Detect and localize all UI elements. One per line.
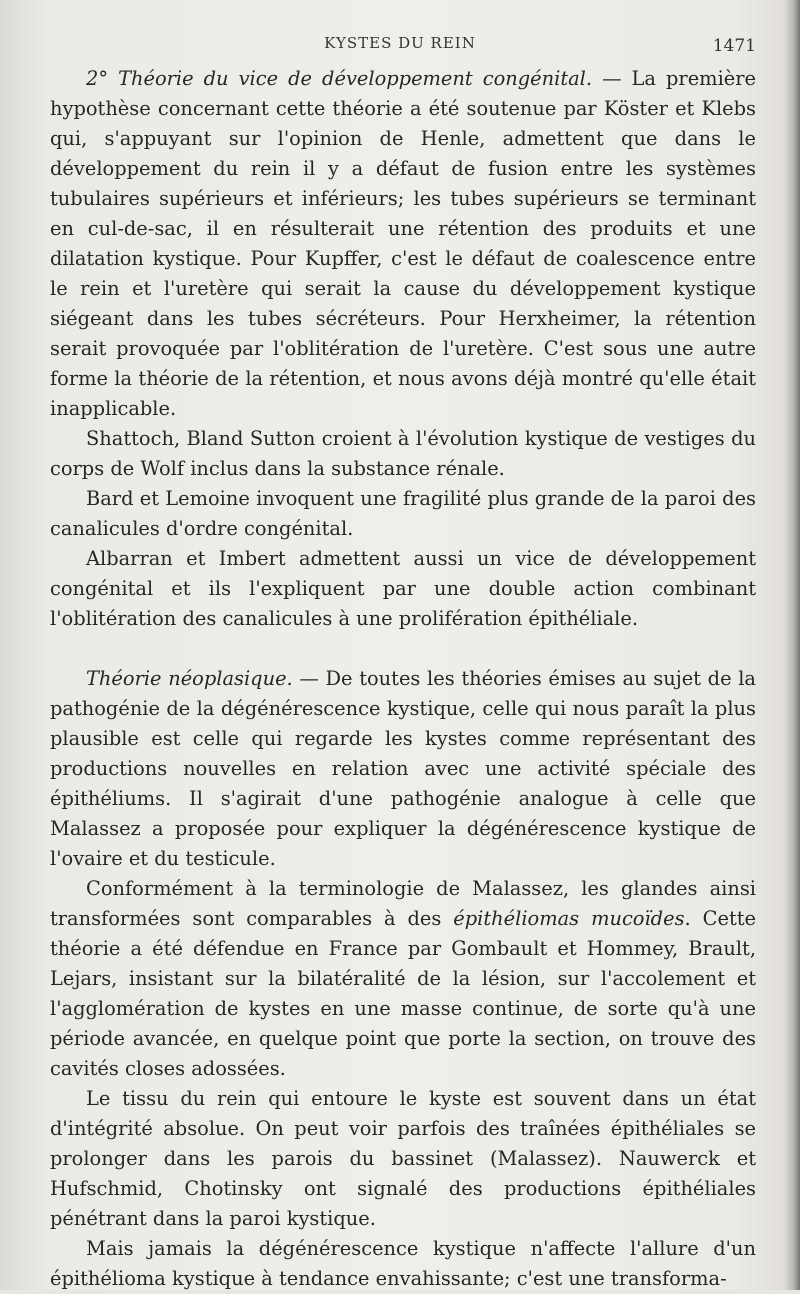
paragraph-malassez-terminology — [50, 874, 756, 1084]
paragraph-kidney-tissue: Le tissu du rein qui entoure le kyste est souvent dans un état d'intégrité absolue. On peut voir parfois des traînées épithéliales se prolonger dans les parois du bassinet (Malassez). Nauwerck et Hufschmid, Chotinsky ont signalé des productions épithéliales pénétrant dans la paroi kystique. — [50, 1087, 756, 1230]
section-heading-congenital: 2° Théorie du vice de développement congénital. — [86, 67, 593, 90]
paragraph-text: Conformément à la terminologie de Malassez, les glandes ainsi transformées sont comparables à des — [50, 877, 756, 930]
paragraph-text: — De toutes les théories émises au sujet de la pathogénie de la dégénérescence kystique, celle qui nous paraît la plus plausible est celle qui regarde les kystes comme représentant des productions nouvelles en relation avec une activité spéciale des épithéliums. Il s'agirait d'une pathogénie analogue à celle que Malassez a proposée pour expliquer la dégénérescence kystique de l'ovaire et du testicule. — [50, 667, 756, 870]
italic-term: épithéliomas mucoïdes — [453, 907, 685, 930]
running-head: KYSTES DU REIN — [324, 34, 476, 52]
paragraph-albarran-imbert: Albarran et Imbert admettent aussi un vice de développement congénital et ils l'expliquent par une double action combinant l'oblitération des canalicules à une prolifération épithéliale. — [50, 547, 756, 630]
body-text — [50, 64, 756, 1294]
page-gutter-shadow — [784, 0, 800, 1290]
paragraph-text: . Cette théorie a été défendue en France par Gombault et Hommey, Brault, Lejars, insistant sur la bilatéralité de la lésion, sur l'accolement et l'agglomération de kystes en une masse continue, de sorte qu'à une période avancée, en quelque point que porte la section, on trouve des cavités closes adossées. — [50, 907, 757, 1080]
paragraph-bard-lemoine: Bard et Lemoine invoquent une fragilité plus grande de la paroi des canalicules d'ordre congénital. — [50, 487, 756, 540]
page-number: 1471 — [712, 36, 756, 56]
paragraph-neoplastic-theory — [50, 664, 756, 874]
section-heading-neoplastic: Théorie néoplasique. — [86, 667, 293, 690]
paragraph-never-epithelioma: Mais jamais la dégénérescence kystique n'affecte l'allure d'un épithélioma kystique à tendance envahissante; c'est une transforma- — [50, 1237, 756, 1290]
paragraph-text: — La première hypothèse concernant cette théorie a été soutenue par Köster et Klebs qui, s'appuyant sur l'opinion de Henle, admettent que dans le développement du rein il y a défaut de fusion entre les systèmes tubulaires supérieurs et inférieurs; les tubes supérieurs se terminant en cul-de-sac, il en résulterait une rétention des produits et une dilatation kystique. Pour Kupffer, c'est le défaut de coalescence entre le rein et l'uretère qui serait la cause du développement kystique siégeant dans les tubes sécréteurs. Pour Herxheimer, la rétention serait provoquée par l'oblitération de l'uretère. C'est sous une autre forme la théorie de la rétention, et nous avons déjà montré qu'elle était inapplicable. — [50, 67, 756, 420]
paragraph-shattoch: Shattoch, Bland Sutton croient à l'évolution kystique de vestiges du corps de Wolf inclus dans la substance rénale. — [50, 427, 756, 480]
page-header — [0, 30, 800, 60]
paragraph-congenital-theory — [50, 64, 756, 424]
